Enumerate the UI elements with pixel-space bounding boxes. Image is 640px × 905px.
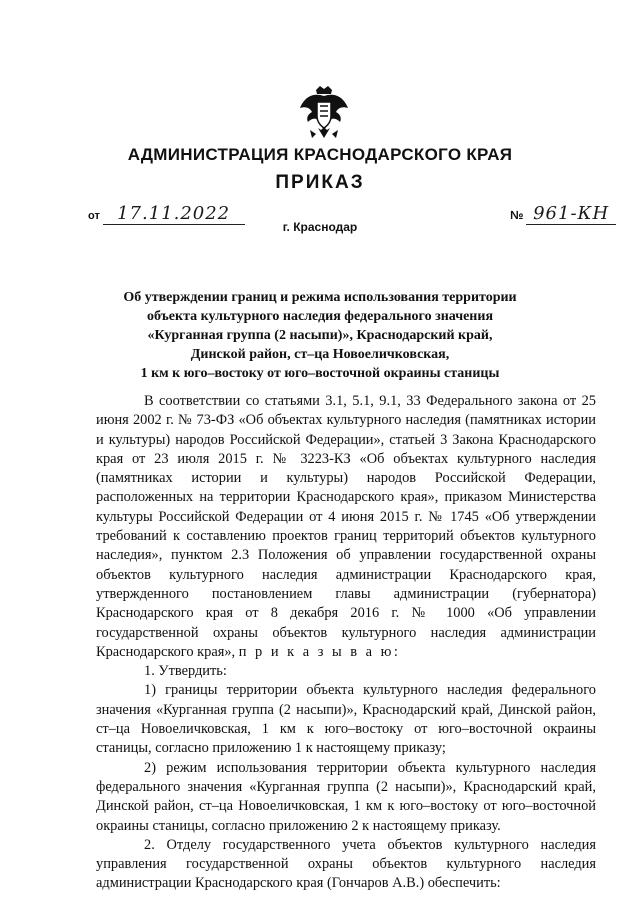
- organization-title: АДМИНИСТРАЦИЯ КРАСНОДАРСКОГО КРАЯ: [127, 145, 513, 164]
- item-1-2: 2) режим использования территории объекта культурного наследия федерального значения «Курганная группа (2 насыпи)», Краснодарский край, Динской район, ст–ца Новоеличковская, 1 км к юго–востоку от юго–восточной окраины станицы, согласно приложению 2 к настоящему приказу.: [96, 759, 596, 834]
- heading-line: Об утверждении границ и режима использования территории: [123, 290, 517, 305]
- preamble-text: В соответствии со статьями 3.1, 5.1, 9.1, 33 Федерального закона от 25 июня 2002 г. № 73-ФЗ «Об объектах культурного наследия (памятниках истории и культуры) народов Российской Федерации», статьей 3 Закона Краснодарского края от 23 июля 2015 г. № 3223-КЗ «Об объектах культурного наследия (памятниках истории и культуры) народов Российской Федерации, расположенных на территории Краснодарского края», приказом Министерства культуры Российской Федерации от 4 июня 2015 г. № 1745 «Об утверждении требований к составлению проектов границ территорий объектов культурного наследия», пунктом 2.3 Положения об управлении государственной охраны объектов культурного наследия администрации Краснодарского края, утвержденного постановлением главы администрации (губернатора) Краснодарского края от 8 декабря 2016 г. № 1000 «Об управлении государственной охраны объектов культурного наследия администрации Краснодарского края»,: [96, 393, 596, 660]
- city: г. Краснодар: [282, 220, 358, 234]
- date-label: от: [88, 210, 100, 222]
- document-heading: [110, 288, 530, 383]
- item-1-1: 1) границы территории объекта культурного наследия федерального значения «Курганная группа (2 насыпи)», Краснодарский край, Динской район, ст–ца Новоеличковская, 1 км к юго–востоку от юго–восточной окраины станицы, согласно приложению 1 к настоящему приказу;: [96, 682, 596, 757]
- order-word: п р и к а з ы в а ю:: [238, 643, 401, 660]
- heading-line: 1 км к юго–востоку от юго–восточной окраины станицы: [140, 366, 500, 381]
- handwritten-date: 17.11.2022: [103, 203, 245, 225]
- document-body: [96, 392, 596, 894]
- item-2: 2. Отделу государственного учета объектов культурного наследия управления государственной охраны объектов культурного наследия администрации Краснодарского края (Гончаров А.В.) обеспечить:: [96, 836, 596, 892]
- heading-line: объекта культурного наследия федерального значения: [146, 309, 494, 324]
- handwritten-number: 961-КН: [526, 203, 616, 225]
- item-1: 1. Утвердить:: [144, 663, 227, 680]
- preamble-paragraph: [96, 392, 596, 662]
- heading-line: «Курганная группа (2 насыпи)», Краснодарский край,: [147, 328, 493, 343]
- number-label: №: [510, 208, 524, 222]
- heading-line: Динской район, ст–ца Новоеличковская,: [190, 347, 450, 362]
- coat-of-arms-icon: [298, 84, 350, 142]
- document-type: ПРИКАЗ: [275, 172, 365, 193]
